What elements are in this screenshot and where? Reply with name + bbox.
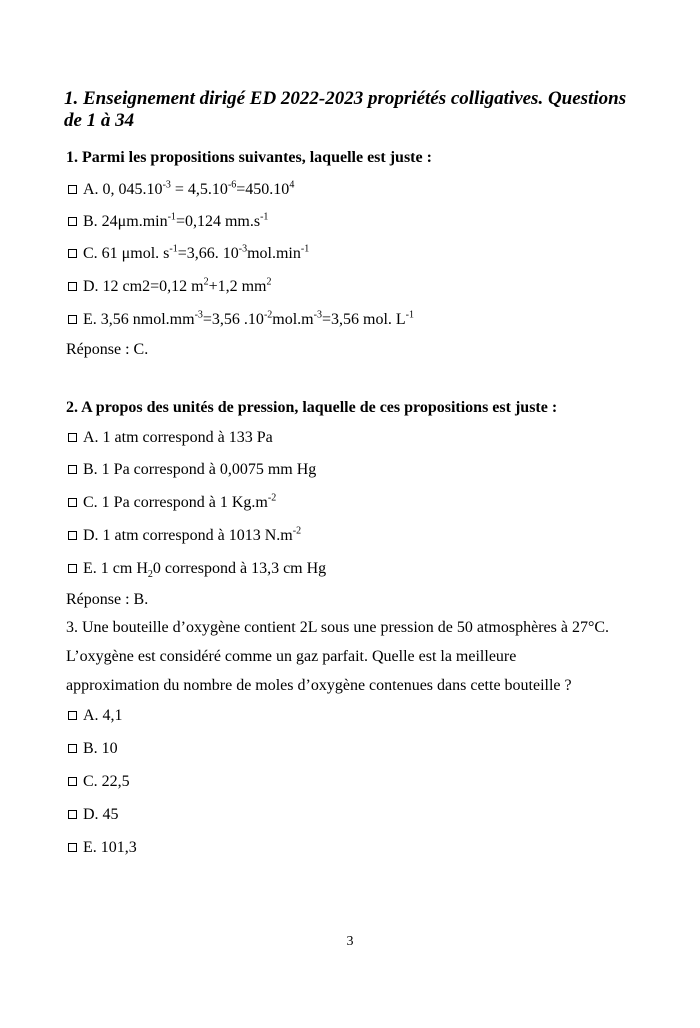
section-heading: [64, 88, 644, 132]
question-2-option-d[interactable]: D. 1 atm correspond à 1013 $N.m^{-2}$: [68, 526, 301, 546]
checkbox-icon[interactable]: [68, 498, 77, 507]
question-1-option-e[interactable]: E. 3,56 $nmol.mm^{-3}=3,56$ $.10^{-2}mol.m^{-3}=3,56$ mol. $L^{-1}$: [68, 310, 414, 330]
question-3-option-c[interactable]: C. 22,5: [68, 772, 130, 792]
checkbox-icon[interactable]: [68, 810, 77, 819]
question-2-option-a[interactable]: A. 1 atm correspond à 133 Pa: [68, 428, 273, 448]
checkbox-icon[interactable]: [68, 843, 77, 852]
checkbox-icon[interactable]: [68, 249, 77, 258]
checkbox-icon[interactable]: [68, 282, 77, 291]
checkbox-icon[interactable]: [68, 315, 77, 324]
checkbox-icon[interactable]: [68, 711, 77, 720]
checkbox-icon[interactable]: [68, 744, 77, 753]
question-1-option-c[interactable]: C. 61 μmol. $s^{-1}=3,66$. $10^{-3}mol.\min^{-1}$: [68, 244, 309, 264]
question-3-option-a[interactable]: A. 4,1: [68, 706, 123, 726]
heading-line-1: 1. Enseignement dirigé ED 2022-2023 propriétés colligatives. Questions: [64, 88, 627, 109]
heading-line-2: de 1 à 34: [64, 110, 135, 131]
question-3-line-2: L’oxygène est considéré comme un gaz parfait. Quelle est la meilleure: [66, 648, 517, 665]
checkbox-icon[interactable]: [68, 217, 77, 226]
checkbox-icon[interactable]: [68, 777, 77, 786]
checkbox-icon[interactable]: [68, 465, 77, 474]
question-1-option-d[interactable]: D. 12 cm2=0,12 $m^2+1,2$ $mm^2$: [68, 277, 272, 297]
question-1-option-b[interactable]: B. $24\mu m.\min^{-1}=0,124$ $mm.s^{-1}$: [68, 212, 268, 232]
question-3-option-d[interactable]: D. 45: [68, 805, 119, 825]
question-1-title: 1. Parmi les propositions suivantes, laquelle est juste :: [66, 149, 432, 166]
question-2-option-b[interactable]: B. 1 Pa correspond à 0,0075 mm Hg: [68, 460, 316, 480]
checkbox-icon[interactable]: [68, 564, 77, 573]
question-2-option-c[interactable]: C. 1 Pa correspond à 1 $Kg.m^{-2}$: [68, 493, 276, 513]
checkbox-icon[interactable]: [68, 185, 77, 194]
question-2-title: 2. A propos des unités de pression, laquelle de ces propositions est juste :: [66, 399, 558, 416]
question-1-option-a[interactable]: A. 0, $045.10^{-3} = 4,5.10^{-6}=450.10^4$: [68, 180, 294, 200]
question-3-option-b[interactable]: B. 10: [68, 739, 118, 759]
question-2-answer: Réponse : B.: [66, 591, 149, 608]
question-3-line-1: 3. Une bouteille d’oxygène contient 2L sous une pression de 50 atmosphères à 27°C.: [66, 619, 610, 636]
question-1-answer: Réponse : C.: [66, 341, 149, 358]
question-2-option-e[interactable]: E. 1 cm $H_20$ correspond à 13,3 cm Hg: [68, 559, 326, 579]
checkbox-icon[interactable]: [68, 433, 77, 442]
question-3-option-e[interactable]: E. 101,3: [68, 838, 137, 858]
page-number: 3: [346, 934, 354, 949]
question-3-line-3: approximation du nombre de moles d’oxygène contenues dans cette bouteille ?: [66, 677, 572, 694]
checkbox-icon[interactable]: [68, 531, 77, 540]
